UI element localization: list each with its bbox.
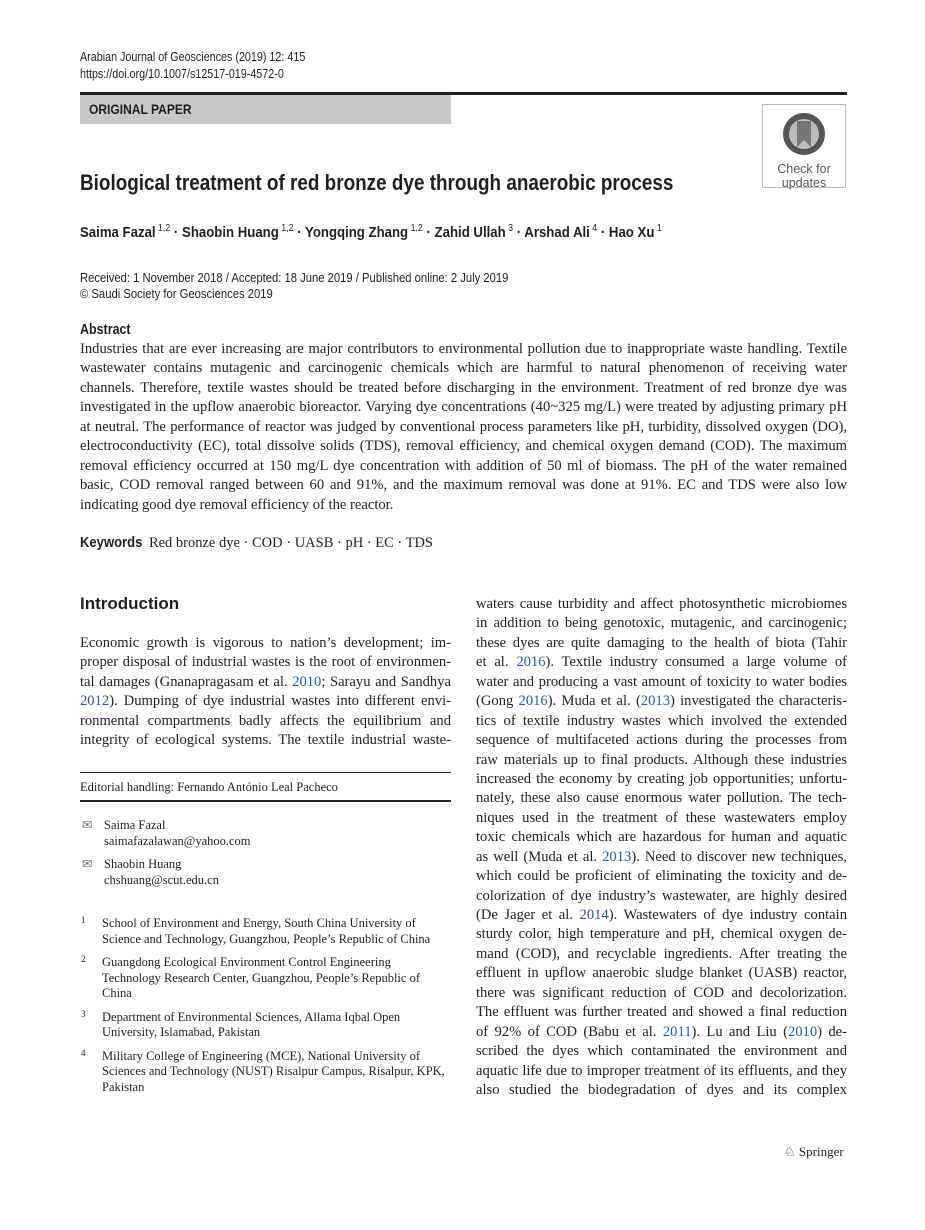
envelope-icon: ✉: [82, 818, 93, 832]
contact-name: Shaobin Huang: [104, 857, 182, 871]
affiliation-line: Technology Research Center, Guangzhou, People’s Republic of: [102, 970, 420, 985]
paper-title: Biological treatment of red bronze dye through anaerobic process: [80, 170, 674, 195]
check-for-updates-button[interactable]: [762, 104, 846, 188]
affiliation-entry: [80, 1010, 451, 1041]
text-line: integrity of ecological systems. The textile industrial waste-: [80, 732, 451, 749]
author-affiliation: 1,2: [408, 223, 423, 234]
author-name[interactable]: Hao Xu: [608, 224, 655, 241]
contact-name: Saima Fazal: [104, 818, 166, 832]
text-line: tics of textile industry wastes which involved the extended: [476, 712, 847, 729]
author-separator: ·: [293, 224, 305, 241]
contact-entry: [80, 857, 451, 888]
affiliations: [80, 916, 451, 1103]
journal-citation: Arabian Journal of Geosciences (2019) 12: 415: [80, 50, 306, 64]
contact-entry: [80, 818, 451, 849]
text-line: waters cause turbidity and affect photosynthetic microbiomes: [476, 596, 847, 612]
affiliation-entry: [80, 916, 451, 947]
author-list: [80, 223, 662, 241]
history-dates: Received: 1 November 2018 / Accepted: 18 June 2019 / Published online: 2 July 2019: [80, 271, 509, 285]
citation-link[interactable]: 2016: [518, 693, 548, 710]
text-line: basic, COD removal ranged between 60 and 91%, and the maximum removal was done at 91%. EC and TDS were also low: [80, 477, 847, 494]
text-line: effluent in upflow anaerobic sludge blanket (UASB) reactor,: [476, 965, 847, 982]
affiliation-number: 3: [81, 1008, 86, 1019]
publisher-logo: [784, 1144, 844, 1160]
author-affiliation: 1: [654, 223, 662, 234]
text-line: aquatic life due to improper treatment of its effluents, and they: [476, 1062, 847, 1079]
contact-email[interactable]: saimafazalawan@yahoo.com: [104, 833, 251, 848]
author-separator: ·: [597, 224, 609, 241]
citation-link[interactable]: 2012: [80, 693, 110, 710]
text-line: increased the economy by creating job opportunities; unfortu-: [476, 770, 847, 787]
citation-link[interactable]: 2016: [516, 654, 546, 671]
text-line: ronmental compartments badly affects the equilibrium and: [80, 712, 451, 729]
editorial-handling: Editorial handling: Fernando António Leal Pacheco: [80, 780, 338, 794]
affiliation-line: School of Environment and Energy, South China University of: [102, 916, 416, 930]
check-for-label: Check for: [777, 162, 831, 176]
affiliation-entry: [80, 1049, 451, 1096]
text-line: (De Jager et al. 2014). Wastewaters of dye industry contain: [476, 907, 847, 923]
citation-link[interactable]: 2010: [787, 1023, 818, 1040]
text-line: raw materials up to final products. Although these industries: [476, 751, 847, 768]
affiliation-line: Sciences and Technology (NUST) Risalpur Campus, Risalpur, KPK,: [102, 1064, 445, 1078]
footnote-rule-bottom: [80, 800, 451, 802]
author-separator: ·: [170, 224, 183, 241]
keywords-label: Keywords: [80, 535, 143, 551]
publication-dates: [80, 270, 508, 302]
copyright-text: Saudi Society for Geosciences 2019: [91, 287, 273, 301]
text-line: Economic growth is vigorous to nation’s development; im-: [80, 635, 451, 651]
copyright-icon: ©: [80, 287, 89, 301]
text-line: electroconductivity (EC), total dissolve solids (TDS), removal efficiency, and chemical oxygen demand (COD). The maximum: [80, 438, 847, 455]
publisher-name: Springer: [798, 1144, 844, 1159]
text-line: in addition to being genotoxic, mutagenic, and carcinogenic;: [476, 615, 847, 632]
text-line: 2012). Dumping of dye industrial wastes into different envi-: [80, 693, 451, 710]
doi-link[interactable]: https://doi.org/10.1007/s12517-019-4572-0: [80, 67, 284, 81]
bookmark-icon: [781, 111, 827, 157]
text-line: wastewater contains mutagenic and carcinogenic chemicals which are harmful to natural phenomenon of receiving water: [80, 360, 847, 377]
citation-link[interactable]: 2014: [579, 907, 609, 923]
affiliation-number: 1: [81, 915, 86, 925]
author-separator: ·: [513, 224, 525, 241]
affiliation-line: Department of Environmental Sciences, Allama Iqbal Open: [102, 1009, 401, 1024]
footnote-rule-top: [80, 772, 451, 773]
author-name[interactable]: Arshad Ali: [524, 224, 590, 241]
abstract-body: [80, 340, 847, 515]
affiliation-line: China: [102, 986, 132, 1000]
keywords-list: Red bronze dye · COD · UASB · pH · EC · TDS: [148, 535, 433, 551]
text-line: toxic chemicals which are hazardous for human and aquatic: [476, 829, 847, 846]
citation-link[interactable]: 2010: [292, 673, 322, 690]
contacts: [80, 818, 451, 896]
text-line: as well (Muda et al. 2013). Need to discover new techniques,: [476, 848, 847, 865]
author-name[interactable]: Yongqing Zhang: [304, 224, 409, 241]
text-line: indicating good dye removal efficiency of the reactor.: [80, 496, 394, 513]
springer-horse-icon: ♘: [784, 1144, 796, 1159]
text-line: niques used in the treatment of these wastewaters employ: [476, 809, 847, 826]
text-line: of 92% of COD (Babu et al. 2011). Lu and Liu (2010) de-: [476, 1023, 847, 1040]
author-name[interactable]: Shaobin Huang: [182, 224, 279, 241]
author-name[interactable]: Zahid Ullah: [434, 224, 506, 241]
author-separator: ·: [422, 224, 435, 241]
updates-label: updates: [781, 176, 827, 190]
citation-link[interactable]: 2011: [662, 1023, 692, 1040]
text-line: sturdy color, high temperature and pH, chemical oxygen de-: [476, 926, 847, 943]
text-line: these dyes are quite damaging to the health of biota (Tahir: [476, 634, 847, 651]
affiliation-number: 2: [81, 954, 86, 964]
author-affiliation: 3: [505, 223, 514, 234]
affiliation-line: Military College of Engineering (MCE), National University of: [102, 1048, 420, 1063]
author-affiliation: 1,2: [278, 223, 294, 234]
text-line: water and producing a vast amount of toxicity to water bodies: [476, 673, 847, 690]
text-line: Industries that are ever increasing are major contributors to environmental pollution due to inappropriate waste handling. Textile: [80, 341, 847, 357]
keywords: [80, 535, 433, 552]
intro-right-column: [476, 595, 847, 1100]
contact-email[interactable]: chshuang@scut.edu.cn: [104, 872, 219, 887]
text-line: scribed the dyes which contaminated the environment and: [476, 1043, 847, 1060]
author-name[interactable]: Saima Fazal: [80, 224, 156, 241]
article-type: ORIGINAL PAPER: [89, 101, 192, 117]
affiliation-number: 4: [81, 1047, 86, 1058]
article-type-badge: [80, 95, 451, 124]
envelope-icon: ✉: [82, 857, 93, 871]
citation-link[interactable]: 2013: [640, 693, 670, 710]
text-line: removal efficiency occurred at 150 mg/L dye concentration with addition of 50 ml of biomass. The pH of the water remained: [80, 457, 847, 474]
text-line: which could be proficient of eliminating the toxicity and de-: [476, 868, 847, 885]
introduction-heading: Introduction: [80, 594, 180, 613]
author-affiliation: 4: [589, 223, 598, 234]
intro-left-column: [80, 634, 451, 751]
text-line: investigated in the upflow anaerobic bioreactor. Varying dye concentrations (40~325 mg/L) were treated by adjusting primary pH: [80, 399, 847, 416]
affiliation-line: Science and Technology, Guangzhou, People’s Republic of China: [102, 931, 431, 946]
affiliation-line: Pakistan: [102, 1079, 145, 1094]
affiliation-line: Guangdong Ecological Environment Control Engineering: [102, 955, 391, 969]
text-line: et al. 2016). Textile industry consumed a large volume of: [476, 654, 847, 671]
affiliation-line: University, Islamabad, Pakistan: [102, 1025, 261, 1039]
text-line: at neutral. The performance of reactor was judged by conventional process parameters like pH, turbidity, dissolved oxygen (DO),: [80, 418, 847, 435]
text-line: channels. Therefore, textile wastes should be treated before discharging in the environment. Treatment of red bronze dye was: [80, 379, 847, 396]
text-line: there was significant reduction of COD and decolorization.: [476, 984, 847, 1001]
text-line: proper disposal of industrial wastes is the root of environmen-: [80, 654, 451, 671]
text-line: (Gong 2016). Muda et al. (2013) investigated the characteris-: [476, 693, 847, 710]
citation-link[interactable]: 2013: [602, 848, 632, 865]
affiliation-entry: [80, 955, 451, 1002]
author-affiliation: 1,2: [155, 223, 171, 234]
text-line: The effluent was further treated and showed a final reduction: [476, 1004, 847, 1021]
text-line: sequence of multifaceted actions during the processes from: [476, 732, 847, 749]
text-line: tal damages (Gnanapragasam et al. 2010; Sarayu and Sandhya: [80, 673, 451, 690]
text-line: colorization of dye industry’s wastewater, are highly desired: [476, 887, 847, 904]
abstract-heading: Abstract: [80, 322, 131, 338]
text-line: nately, these also cause enormous water pollution. The tech-: [476, 790, 847, 807]
text-line: mand (COD), and recyclable ingredients. After treating the: [476, 945, 847, 962]
text-line: also studied the biodegradation of dyes and its complex: [476, 1081, 847, 1098]
